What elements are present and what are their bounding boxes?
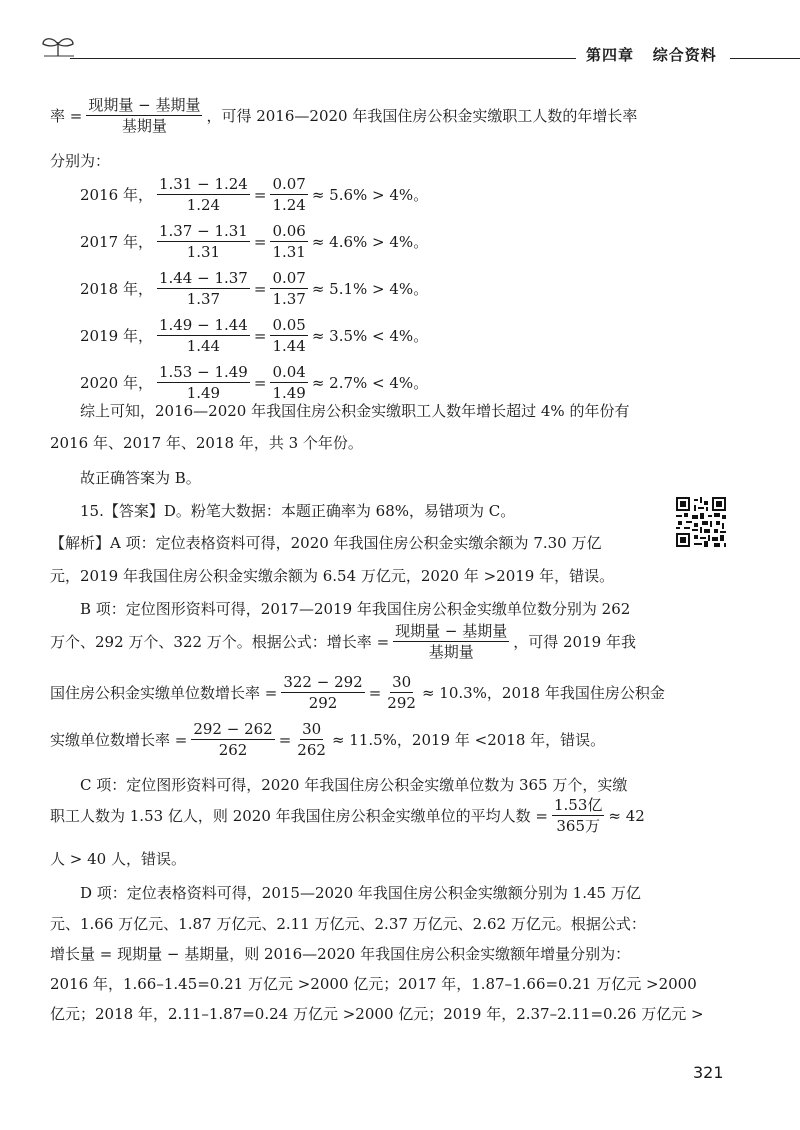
calc-result: ≈ 5.1% > 4%。 — [311, 280, 429, 298]
header-rule-right — [730, 58, 800, 59]
fraction: $\frac{1.37 - 1.31}{1.31}$ — [158, 222, 248, 261]
analysis-d-line-1: D 项：定位表格资料可得，2015—2020 年我国住房公积金实缴额分别为 1.45 万亿 — [80, 884, 641, 902]
fraction: $\frac{\text{1.53亿}}{\text{365万}}$ — [553, 796, 603, 835]
header-rule-left — [70, 58, 576, 59]
growth-rate-fraction: $\frac{\text{现期量 − 基期量}}{\text{基期量}}$ — [88, 96, 201, 135]
formula-intro-line: 率 = $\frac{\text{现期量 − 基期量}}{\text{基期量}}$ ，可得 2016—2020 年我国住房公积金实缴职工人数的年增长率 — [50, 96, 638, 135]
growth-calc-line: 2018 年， $\frac{1.44 - 1.37}{1.37}$ = $\frac{0.07}{1.37}$ ≈ 5.1% > 4%。 — [80, 269, 429, 308]
calc-year: 2018 年， — [80, 280, 153, 298]
calc-year: 2016 年， — [80, 186, 153, 204]
analysis-a-line-2: 元，2019 年我国住房公积金实缴余额为 6.54 万亿元，2020 年 >2019 年，错误。 — [50, 567, 615, 585]
question-15-answer: 15.【答案】D。粉笔大数据：本题正确率为 68%，易错项为 C。 — [80, 502, 516, 520]
chapter-label — [586, 44, 717, 65]
fraction: $\frac{30}{262}$ — [297, 720, 326, 759]
calc-year: 2019 年， — [80, 327, 153, 345]
page-number: 321 — [693, 1063, 724, 1082]
analysis-c-line-3: 人 > 40 人，错误。 — [50, 850, 186, 868]
calc-year: 2020 年， — [80, 374, 153, 392]
fraction: $\frac{0.07}{1.24}$ — [272, 175, 306, 214]
growth-calc-line: 2020 年， $\frac{1.53 - 1.49}{1.49}$ = $\frac{0.04}{1.49}$ ≈ 2.7% < 4%。 — [80, 363, 429, 402]
analysis-d-line-2: 元、1.66 万亿元、1.87 万亿元、2.11 万亿元、2.37 万亿元、2.62 万亿元。根据公式： — [50, 915, 646, 933]
analysis-c-line-1: C 项：定位图形资料可得，2020 年我国住房公积金实缴单位数为 365 万个，实缴 — [80, 776, 628, 794]
fraction: $\frac{1.31 - 1.24}{1.24}$ — [158, 175, 248, 214]
analysis-b-line-4: 实缴单位数增长率 = $\frac{292 - 262}{262}$ = $\frac{30}{262}$ ≈ 11.5%，2019 年 <2018 年，错误。 — [50, 720, 606, 759]
growth-calc-line: 2019 年， $\frac{1.49 - 1.44}{1.44}$ = $\frac{0.05}{1.44}$ ≈ 3.5% < 4%。 — [80, 316, 429, 355]
calc-result: ≈ 3.5% < 4%。 — [311, 327, 429, 345]
analysis-d-line-3: 增长量 = 现期量 − 基期量，则 2016—2020 年我国住房公积金实缴额年增量分别为： — [50, 945, 631, 963]
fraction: $\frac{0.06}{1.31}$ — [272, 222, 306, 261]
analysis-c-line-2: 职工人数为 1.53 亿人，则 2020 年我国住房公积金实缴单位的平均人数 = $\frac{\text{1.53亿}}{\text{365万}}$ ≈ 42 — [50, 796, 645, 835]
analysis-d-line-5: 亿元；2018 年，2.11–1.87=0.24 万亿元 >2000 亿元；2019 年，2.37–2.11=0.26 万亿元 > — [50, 1005, 704, 1023]
analysis-b-line-3: 国住房公积金实缴单位数增长率 = $\frac{322 - 292}{292}$ = $\frac{30}{292}$ ≈ 10.3%，2018 年我国住房公积金 — [50, 673, 665, 712]
chapter-title: 综合资料 — [652, 46, 717, 64]
qr-code-icon[interactable] — [676, 497, 726, 547]
calc-result: ≈ 5.6% > 4%。 — [311, 186, 429, 204]
calc-result: ≈ 4.6% > 4%。 — [311, 233, 429, 251]
calc-year: 2017 年， — [80, 233, 153, 251]
summary-line-2: 2016 年、2017 年、2018 年，共 3 个年份。 — [50, 434, 363, 452]
fraction: $\frac{0.04}{1.49}$ — [272, 363, 306, 402]
fraction: $\frac{292 - 262}{262}$ — [193, 720, 273, 759]
calc-result: ≈ 2.7% < 4%。 — [311, 374, 429, 392]
analysis-d-line-4: 2016 年，1.66–1.45=0.21 万亿元 >2000 亿元；2017 年，1.87–1.66=0.21 万亿元 >2000 — [50, 975, 697, 993]
growth-calc-line: 2017 年， $\frac{1.37 - 1.31}{1.31}$ = $\frac{0.06}{1.31}$ ≈ 4.6% > 4%。 — [80, 222, 429, 261]
chapter-number: 第四章 — [586, 46, 635, 64]
fraction: $\frac{0.07}{1.37}$ — [272, 269, 306, 308]
fraction: $\frac{1.44 - 1.37}{1.37}$ — [158, 269, 248, 308]
sprout-logo-icon — [40, 34, 76, 58]
analysis-a-line-1: 【解析】A 项：定位表格资料可得，2020 年我国住房公积金实缴余额为 7.30 万亿 — [50, 534, 602, 552]
fraction: $\frac{0.05}{1.44}$ — [272, 316, 306, 355]
analysis-b-line-1: B 项：定位图形资料可得，2017—2019 年我国住房公积金实缴单位数分别为 262 — [80, 600, 631, 618]
fraction: $\frac{30}{292}$ — [387, 673, 416, 712]
text-line: 分别为： — [50, 152, 111, 170]
analysis-b-line-2: 万个、292 万个、322 万个。根据公式：增长率 = $\frac{\text{现期量 − 基期量}}{\text{基期量}}$ ，可得 2019 年我 — [50, 622, 636, 661]
fraction: $\frac{322 - 292}{292}$ — [283, 673, 363, 712]
fraction: $\frac{1.49 - 1.44}{1.44}$ — [158, 316, 248, 355]
growth-rate-fraction: $\frac{\text{现期量 − 基期量}}{\text{基期量}}$ — [395, 622, 508, 661]
fraction: $\frac{1.53 - 1.49}{1.49}$ — [158, 363, 248, 402]
answer-line: 故正确答案为 B。 — [80, 469, 201, 487]
growth-calc-line: 2016 年， $\frac{1.31 - 1.24}{1.24}$ = $\frac{0.07}{1.24}$ ≈ 5.6% > 4%。 — [80, 175, 429, 214]
summary-line-1: 综上可知，2016—2020 年我国住房公积金实缴职工人数年增长超过 4% 的年份有 — [80, 402, 630, 420]
